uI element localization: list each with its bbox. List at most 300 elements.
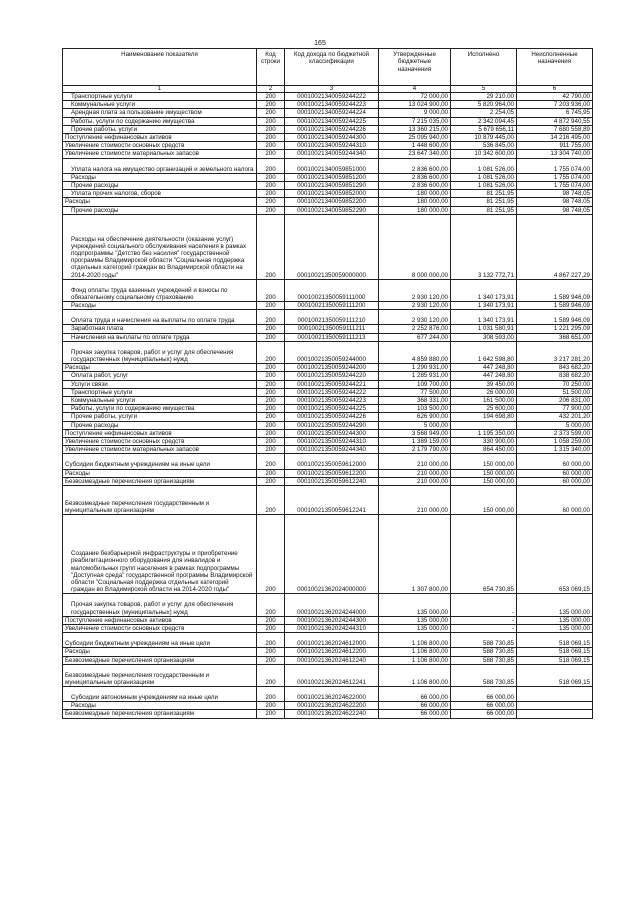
row-name-cell: Транспортные услуги — [63, 388, 257, 396]
row-name-cell: Начисления на выплаты по оплате труда — [63, 333, 257, 341]
row-name-cell: Фонд оплаты труда казенных учреждений и взносы по обязательному социальному страхованию — [63, 279, 257, 301]
column-number: 1 — [63, 86, 257, 93]
row-approved-cell: 180 000,00 — [379, 190, 451, 198]
row-revenue-code-cell: 00010021350059244310 — [285, 437, 379, 445]
row-line-code-cell: 200 — [257, 125, 285, 133]
row-line-code-cell: 200 — [257, 134, 285, 142]
row-unexecuted-cell: 1 589 946,09 — [517, 302, 593, 310]
row-name-cell: Оплата труда и начисления на выплаты по оплате труда — [63, 310, 257, 325]
row-line-code-cell: 200 — [257, 150, 285, 158]
row-revenue-code-cell: 00010021362024612000 — [285, 633, 379, 648]
row-approved-cell: 1 290 931,00 — [379, 364, 451, 372]
column-number: 3 — [285, 86, 379, 93]
row-name-cell: Транспортные услуги — [63, 93, 257, 101]
row-approved-cell: 2 930 120,00 — [379, 310, 451, 325]
row-name-cell: Создание безбарьерной инфраструктуры и приобретение реабилитационного оборудования для инвалидов и маломобильных групп населения в рамках подпрограммы "Доступная среда" государственной программы Владимирской области "Социальная поддержка отдельных категорий граждан во Владимирской области на 2014-2020 годы" — [63, 515, 257, 594]
row-name-cell: Расходы — [63, 648, 257, 656]
row-executed-cell: 1 340 173,91 — [451, 279, 517, 301]
row-revenue-code-cell: 00010021362024622000 — [285, 687, 379, 702]
row-name-cell: Расходы — [63, 364, 257, 372]
row-revenue-code-cell: 00010021340059244224 — [285, 109, 379, 117]
row-name-cell: Уплата налога на имущество организаций и земельного налога — [63, 158, 257, 173]
row-executed-cell: 588 730,85 — [451, 664, 517, 686]
row-line-code-cell: 200 — [257, 325, 285, 333]
row-line-code-cell: 200 — [257, 648, 285, 656]
row-approved-cell: 677 244,00 — [379, 333, 451, 341]
row-unexecuted-cell: 911 755,00 — [517, 142, 593, 150]
table-row — [63, 117, 593, 125]
row-approved-cell: 180 000,00 — [379, 206, 451, 214]
row-unexecuted-cell: 135 000,00 — [517, 594, 593, 616]
row-revenue-code-cell: 00010021350059244000 — [285, 341, 379, 363]
row-name-cell: Безвозмездные перечисления организациям — [63, 656, 257, 664]
row-executed-cell: 1 195 350,00 — [451, 429, 517, 437]
row-executed-cell: 3 132 772,71 — [451, 214, 517, 279]
row-executed-cell: 1 340 173,91 — [451, 310, 517, 325]
row-name-cell: Безвозмездные перечисления государственным и муниципальным организациям — [63, 485, 257, 514]
row-name-cell: Прочие работы, услуги — [63, 413, 257, 421]
row-revenue-code-cell: 00010021350059244222 — [285, 388, 379, 396]
row-line-code-cell: 200 — [257, 446, 285, 454]
row-name-cell: Заработная плата — [63, 325, 257, 333]
row-revenue-code-cell: 00010021350059244340 — [285, 446, 379, 454]
row-approved-cell: 1 106 800,00 — [379, 648, 451, 656]
row-unexecuted-cell: 653 069,15 — [517, 515, 593, 594]
row-unexecuted-cell: 1 058 259,00 — [517, 437, 593, 445]
row-revenue-code-cell: 00010021340059244225 — [285, 117, 379, 125]
row-revenue-code-cell: 00010021350059111200 — [285, 302, 379, 310]
row-revenue-code-cell: 00010021350059244220 — [285, 372, 379, 380]
row-executed-cell: 161 500,00 — [451, 396, 517, 404]
row-executed-cell: 66 000,00 — [451, 710, 517, 718]
row-name-cell: Уплата прочих налогов, сборов — [63, 190, 257, 198]
row-unexecuted-cell: 51 500,00 — [517, 388, 593, 396]
table-row — [63, 341, 593, 363]
row-executed-cell: - — [451, 616, 517, 624]
column-number: 5 — [451, 86, 517, 93]
row-approved-cell: 2 930 120,00 — [379, 279, 451, 301]
row-unexecuted-cell: 98 748,05 — [517, 206, 593, 214]
row-revenue-code-cell: 00010021350059244223 — [285, 396, 379, 404]
row-approved-cell: 135 000,00 — [379, 624, 451, 632]
row-revenue-code-cell: 00010021340059244300 — [285, 134, 379, 142]
row-line-code-cell: 200 — [257, 173, 285, 181]
row-line-code-cell: 200 — [257, 341, 285, 363]
row-approved-cell: 1 307 800,00 — [379, 515, 451, 594]
row-approved-cell: 626 900,00 — [379, 413, 451, 421]
row-name-cell: Расходы — [63, 198, 257, 206]
row-approved-cell: 368 331,00 — [379, 396, 451, 404]
row-revenue-code-cell: 00010021362024244300 — [285, 616, 379, 624]
table-row — [63, 485, 593, 514]
row-unexecuted-cell: 5 000,00 — [517, 421, 593, 429]
row-revenue-code-cell: 00010021362024622200 — [285, 702, 379, 710]
table-row — [63, 624, 593, 632]
table-row — [63, 702, 593, 710]
row-unexecuted-cell: 60 000,00 — [517, 454, 593, 469]
row-executed-cell: 10 879 445,00 — [451, 134, 517, 142]
row-unexecuted-cell: 1 589 946,09 — [517, 279, 593, 301]
row-executed-cell: 66 000,00 — [451, 687, 517, 702]
row-name-cell: Поступление нефинансовых активов — [63, 616, 257, 624]
row-revenue-code-cell: 00010021362024612200 — [285, 648, 379, 656]
row-executed-cell: 81 251,95 — [451, 206, 517, 214]
row-name-cell: Прочие работы, услуги — [63, 125, 257, 133]
table-body — [63, 93, 593, 719]
row-executed-cell: 81 251,95 — [451, 198, 517, 206]
row-approved-cell: 25 095 940,00 — [379, 134, 451, 142]
table-row — [63, 109, 593, 117]
header-revenue-code: Код дохода по бюджетной классификации — [285, 49, 379, 86]
row-unexecuted-cell: 518 069,15 — [517, 648, 593, 656]
table-row — [63, 173, 593, 181]
row-name-cell: Увеличение стоимости основных средств — [63, 437, 257, 445]
row-approved-cell: 13 360 215,00 — [379, 125, 451, 133]
row-unexecuted-cell — [517, 687, 593, 702]
row-revenue-code-cell: 00010021350059244200 — [285, 364, 379, 372]
row-revenue-code-cell: 00010021350059612241 — [285, 485, 379, 514]
row-unexecuted-cell: 206 831,00 — [517, 396, 593, 404]
row-name-cell: Расходы — [63, 173, 257, 181]
row-unexecuted-cell: 843 682,20 — [517, 364, 593, 372]
row-line-code-cell: 200 — [257, 279, 285, 301]
row-approved-cell: 2 836 600,00 — [379, 158, 451, 173]
row-line-code-cell: 200 — [257, 469, 285, 477]
row-line-code-cell: 200 — [257, 624, 285, 632]
row-executed-cell: 150 000,00 — [451, 477, 517, 485]
row-name-cell: Коммунальные услуги — [63, 101, 257, 109]
row-line-code-cell: 200 — [257, 117, 285, 125]
row-unexecuted-cell: 1 221 295,09 — [517, 325, 593, 333]
table-row — [63, 142, 593, 150]
row-line-code-cell: 200 — [257, 380, 285, 388]
table-row — [63, 469, 593, 477]
table-row — [63, 421, 593, 429]
row-revenue-code-cell: 00010021350059111000 — [285, 279, 379, 301]
row-revenue-code-cell: 00010021350059244225 — [285, 405, 379, 413]
row-approved-cell: 72 000,00 — [379, 93, 451, 101]
row-revenue-code-cell: 00010021350059244290 — [285, 421, 379, 429]
row-executed-cell: 26 000,00 — [451, 388, 517, 396]
row-line-code-cell: 200 — [257, 405, 285, 413]
row-unexecuted-cell: 1 755 074,00 — [517, 182, 593, 190]
row-revenue-code-cell: 00010021340059852290 — [285, 206, 379, 214]
row-approved-cell: 2 179 790,00 — [379, 446, 451, 454]
row-approved-cell: 9 000,00 — [379, 109, 451, 117]
row-executed-cell: 66 000,00 — [451, 702, 517, 710]
row-executed-cell: 25 600,00 — [451, 405, 517, 413]
row-unexecuted-cell: 60 000,00 — [517, 477, 593, 485]
row-revenue-code-cell: 00010021350059111211 — [285, 325, 379, 333]
row-executed-cell: 2 342 094,45 — [451, 117, 517, 125]
row-unexecuted-cell: 3 217 281,20 — [517, 341, 593, 363]
row-executed-cell: 588 730,85 — [451, 656, 517, 664]
table-row — [63, 333, 593, 341]
header-line-code: Код строки — [257, 49, 285, 86]
row-executed-cell: 150 000,00 — [451, 469, 517, 477]
row-unexecuted-cell: 13 304 740,00 — [517, 150, 593, 158]
row-executed-cell: 81 251,95 — [451, 190, 517, 198]
row-unexecuted-cell: 60 000,00 — [517, 469, 593, 477]
table-row — [63, 214, 593, 279]
row-revenue-code-cell: 00010021350059244226 — [285, 413, 379, 421]
table-row — [63, 477, 593, 485]
row-name-cell: Прочие расходы — [63, 182, 257, 190]
row-unexecuted-cell: 518 069,15 — [517, 664, 593, 686]
row-unexecuted-cell: 518 069,15 — [517, 656, 593, 664]
row-name-cell: Услуги связи — [63, 380, 257, 388]
row-executed-cell: 150 000,00 — [451, 485, 517, 514]
row-executed-cell: 330 900,00 — [451, 437, 517, 445]
row-name-cell: Поступление нефинансовых активов — [63, 134, 257, 142]
row-unexecuted-cell: 135 000,00 — [517, 624, 593, 632]
row-line-code-cell: 200 — [257, 396, 285, 404]
table-row — [63, 454, 593, 469]
row-executed-cell: 29 210,00 — [451, 93, 517, 101]
row-name-cell: Увеличение стоимости материальных запасов — [63, 150, 257, 158]
header-approved: Утвержденные бюджетные назначения — [379, 49, 451, 86]
row-revenue-code-cell: 00010021362024000000 — [285, 515, 379, 594]
row-line-code-cell: 200 — [257, 158, 285, 173]
row-line-code-cell: 200 — [257, 198, 285, 206]
row-name-cell: Работы, услуги по содержанию имущества — [63, 117, 257, 125]
row-approved-cell: 2 930 120,00 — [379, 302, 451, 310]
row-line-code-cell: 200 — [257, 633, 285, 648]
row-executed-cell: 1 081 526,00 — [451, 158, 517, 173]
row-revenue-code-cell: 00010021362024622240 — [285, 710, 379, 718]
row-revenue-code-cell: 00010021340059244310 — [285, 142, 379, 150]
column-number: 2 — [257, 86, 285, 93]
row-executed-cell: 864 450,00 — [451, 446, 517, 454]
row-approved-cell: 66 000,00 — [379, 710, 451, 718]
row-name-cell: Безвозмездные перечисления организациям — [63, 710, 257, 718]
row-executed-cell: 308 593,00 — [451, 333, 517, 341]
row-revenue-code-cell: 00010021350059612200 — [285, 469, 379, 477]
page-number: 165 — [314, 40, 326, 47]
row-name-cell: Прочие расходы — [63, 421, 257, 429]
row-line-code-cell: 200 — [257, 101, 285, 109]
row-revenue-code-cell: 00010021340059852200 — [285, 198, 379, 206]
row-executed-cell: - — [451, 594, 517, 616]
table-row — [63, 364, 593, 372]
row-line-code-cell: 200 — [257, 616, 285, 624]
row-line-code-cell: 200 — [257, 421, 285, 429]
row-line-code-cell: 200 — [257, 388, 285, 396]
row-executed-cell: 588 730,85 — [451, 633, 517, 648]
row-unexecuted-cell: 60 000,00 — [517, 485, 593, 514]
row-line-code-cell: 200 — [257, 477, 285, 485]
row-name-cell: Расходы на обеспечение деятельности (оказание услуг) учреждений социального обслуживания населения в рамках подпрограммы "Детство без насилия" государственной программы Владимирской области "Социальная поддержка отдельных категорий граждан во Владимирской области на 2014-2020 годы" — [63, 214, 257, 279]
row-executed-cell: 1 340 173,91 — [451, 302, 517, 310]
row-line-code-cell: 200 — [257, 454, 285, 469]
row-line-code-cell: 200 — [257, 372, 285, 380]
table-row — [63, 413, 593, 421]
budget-execution-table — [62, 48, 593, 719]
row-line-code-cell: 200 — [257, 333, 285, 341]
table-row — [63, 648, 593, 656]
row-revenue-code-cell: 00010021362024612240 — [285, 656, 379, 664]
table-row — [63, 134, 593, 142]
row-approved-cell: 1 106 800,00 — [379, 633, 451, 648]
row-line-code-cell: 200 — [257, 437, 285, 445]
row-approved-cell: 1 285 931,00 — [379, 372, 451, 380]
table-row — [63, 687, 593, 702]
row-revenue-code-cell: 00010021350059000000 — [285, 214, 379, 279]
row-approved-cell: 2 836 600,00 — [379, 173, 451, 181]
row-approved-cell: 210 000,00 — [379, 454, 451, 469]
row-name-cell: Оплата работ, услуг — [63, 372, 257, 380]
table-row — [63, 380, 593, 388]
row-revenue-code-cell: 00010021340059852000 — [285, 190, 379, 198]
row-line-code-cell: 200 — [257, 214, 285, 279]
row-approved-cell: 180 000,00 — [379, 198, 451, 206]
row-name-cell: Расходы — [63, 302, 257, 310]
header-executed: Исполнено — [451, 49, 517, 86]
table-row — [63, 310, 593, 325]
header-unexecuted: Неисполненные назначения — [517, 49, 593, 86]
row-unexecuted-cell: 7 680 558,89 — [517, 125, 593, 133]
row-line-code-cell: 200 — [257, 182, 285, 190]
row-revenue-code-cell: 00010021340059851000 — [285, 158, 379, 173]
row-unexecuted-cell: 6 745,95 — [517, 109, 593, 117]
row-executed-cell: 39 450,00 — [451, 380, 517, 388]
row-approved-cell: 5 000,00 — [379, 421, 451, 429]
row-unexecuted-cell: 7 203 936,00 — [517, 101, 593, 109]
row-line-code-cell: 200 — [257, 142, 285, 150]
row-revenue-code-cell: 00010021350059111210 — [285, 310, 379, 325]
row-executed-cell: 1 031 580,91 — [451, 325, 517, 333]
row-approved-cell: 210 000,00 — [379, 485, 451, 514]
table-row — [63, 198, 593, 206]
table-row — [63, 150, 593, 158]
table-row — [63, 710, 593, 718]
table-row — [63, 372, 593, 380]
row-executed-cell: 654 730,85 — [451, 515, 517, 594]
table-row — [63, 594, 593, 616]
row-approved-cell: 1 106 800,00 — [379, 664, 451, 686]
row-name-cell: Прочие расходы — [63, 206, 257, 214]
row-unexecuted-cell: 42 790,00 — [517, 93, 593, 101]
row-approved-cell: 109 700,00 — [379, 380, 451, 388]
row-approved-cell: 2 836 600,00 — [379, 182, 451, 190]
row-executed-cell: 194 698,80 — [451, 413, 517, 421]
row-line-code-cell: 200 — [257, 302, 285, 310]
row-executed-cell — [451, 421, 517, 429]
row-approved-cell: 1 448 600,00 — [379, 142, 451, 150]
row-name-cell: Расходы — [63, 702, 257, 710]
row-unexecuted-cell: 135 000,00 — [517, 616, 593, 624]
row-approved-cell: 77 500,00 — [379, 388, 451, 396]
row-executed-cell: 447 248,80 — [451, 372, 517, 380]
row-line-code-cell: 200 — [257, 364, 285, 372]
row-revenue-code-cell: 00010021362024612241 — [285, 664, 379, 686]
row-approved-cell: 4 859 880,00 — [379, 341, 451, 363]
table-row — [63, 396, 593, 404]
row-revenue-code-cell: 00010021350059111213 — [285, 333, 379, 341]
row-name-cell: Расходы — [63, 469, 257, 477]
row-unexecuted-cell: 98 748,05 — [517, 190, 593, 198]
column-number: 6 — [517, 86, 593, 93]
table-row — [63, 429, 593, 437]
row-executed-cell: - — [451, 624, 517, 632]
row-approved-cell: 210 000,00 — [379, 469, 451, 477]
row-approved-cell: 103 500,00 — [379, 405, 451, 413]
table-row — [63, 633, 593, 648]
table-row — [63, 664, 593, 686]
table-row — [63, 616, 593, 624]
row-revenue-code-cell: 00010021350059612240 — [285, 477, 379, 485]
row-executed-cell: 1 642 598,80 — [451, 341, 517, 363]
row-name-cell: Увеличение стоимости основных средств — [63, 624, 257, 632]
row-approved-cell: 7 215 035,00 — [379, 117, 451, 125]
row-unexecuted-cell: 1 755 074,00 — [517, 158, 593, 173]
row-revenue-code-cell: 00010021350059612000 — [285, 454, 379, 469]
table-row — [63, 437, 593, 445]
table-row — [63, 101, 593, 109]
row-executed-cell: 588 730,85 — [451, 648, 517, 656]
row-unexecuted-cell: 432 201,20 — [517, 413, 593, 421]
row-line-code-cell: 200 — [257, 710, 285, 718]
row-name-cell: Коммунальные услуги — [63, 396, 257, 404]
row-name-cell: Безвозмездные перечисления государственным и муниципальным организациям — [63, 664, 257, 686]
row-revenue-code-cell: 00010021350059244221 — [285, 380, 379, 388]
row-approved-cell: 1 389 159,00 — [379, 437, 451, 445]
row-executed-cell: 1 081 526,00 — [451, 173, 517, 181]
table-row — [63, 158, 593, 173]
row-revenue-code-cell: 00010021340059244226 — [285, 125, 379, 133]
table-row — [63, 190, 593, 198]
row-line-code-cell: 200 — [257, 413, 285, 421]
table-row — [63, 93, 593, 101]
row-line-code-cell: 200 — [257, 664, 285, 686]
row-executed-cell: 10 342 600,00 — [451, 150, 517, 158]
row-unexecuted-cell: 70 250,00 — [517, 380, 593, 388]
row-approved-cell: 2 252 876,00 — [379, 325, 451, 333]
row-unexecuted-cell: 14 216 495,00 — [517, 134, 593, 142]
row-unexecuted-cell: 518 069,15 — [517, 633, 593, 648]
row-line-code-cell: 200 — [257, 515, 285, 594]
row-name-cell: Субсидии бюджетным учреждениям на иные цели — [63, 633, 257, 648]
row-unexecuted-cell: 4 867 227,29 — [517, 214, 593, 279]
row-line-code-cell: 200 — [257, 190, 285, 198]
row-line-code-cell: 200 — [257, 702, 285, 710]
row-unexecuted-cell: 1 755 074,00 — [517, 173, 593, 181]
column-number-row — [63, 86, 593, 93]
row-approved-cell: 8 000 000,00 — [379, 214, 451, 279]
row-line-code-cell: 200 — [257, 206, 285, 214]
row-revenue-code-cell: 00010021340059851290 — [285, 182, 379, 190]
table-row — [63, 388, 593, 396]
row-executed-cell: 5 820 964,00 — [451, 101, 517, 109]
row-revenue-code-cell: 00010021340059244223 — [285, 101, 379, 109]
row-name-cell: Субсидии автономным учреждениям на иные цели — [63, 687, 257, 702]
header-row — [63, 49, 593, 86]
table-row — [63, 279, 593, 301]
row-unexecuted-cell: 838 682,20 — [517, 372, 593, 380]
row-name-cell: Увеличение стоимости основных средств — [63, 142, 257, 150]
row-name-cell: Прочая закупка товаров, работ и услуг для обеспечения государственных (муниципальных) нужд — [63, 341, 257, 363]
row-approved-cell: 3 568 949,00 — [379, 429, 451, 437]
row-executed-cell: 1 081 526,00 — [451, 182, 517, 190]
row-executed-cell: 5 679 656,11 — [451, 125, 517, 133]
row-name-cell: Прочая закупка товаров, работ и услуг для обеспечения государственных (муниципальных) нужд — [63, 594, 257, 616]
row-approved-cell: 1 106 800,00 — [379, 656, 451, 664]
row-executed-cell: 447 248,80 — [451, 364, 517, 372]
row-unexecuted-cell: 2 373 599,00 — [517, 429, 593, 437]
row-unexecuted-cell — [517, 702, 593, 710]
row-line-code-cell: 200 — [257, 594, 285, 616]
row-unexecuted-cell: 77 900,00 — [517, 405, 593, 413]
